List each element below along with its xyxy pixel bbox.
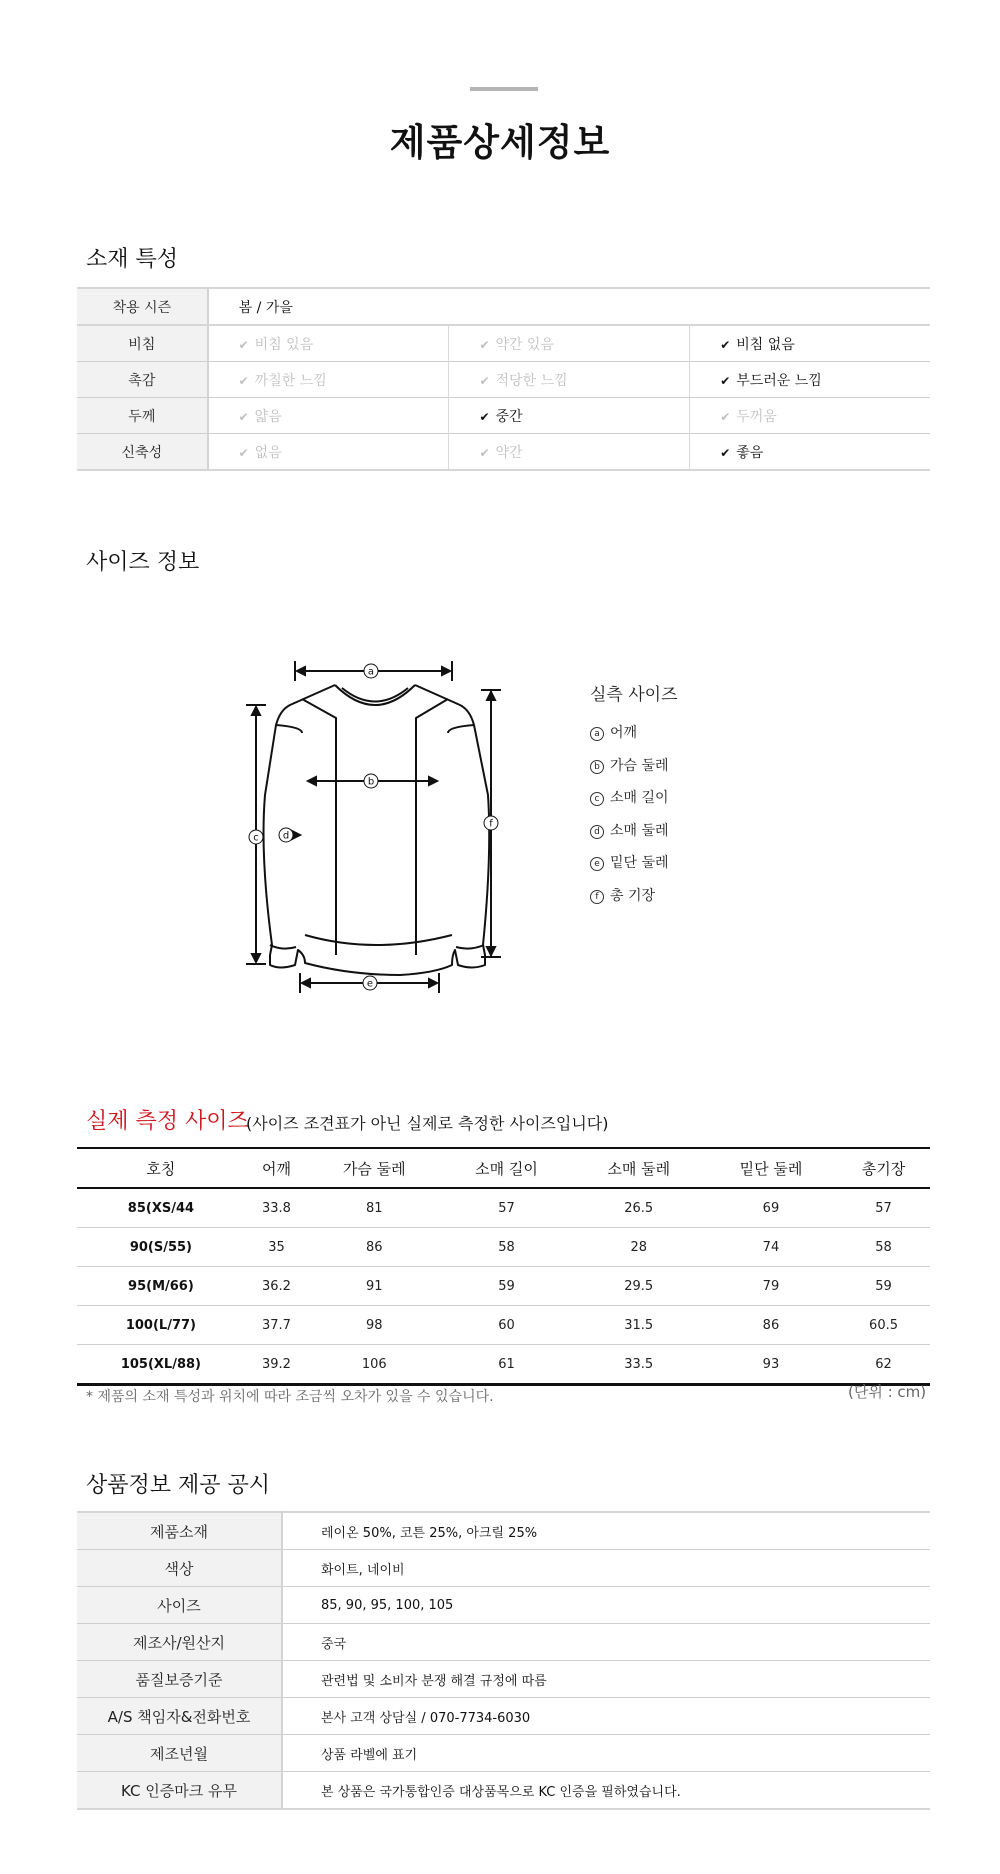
size-column-header: 호칭 xyxy=(77,1148,245,1188)
legend-item xyxy=(590,787,669,807)
info-row xyxy=(77,1698,930,1735)
info-label: 제조사/원산지 xyxy=(77,1624,282,1661)
size-value-cell: 35 xyxy=(245,1228,308,1267)
size-value-cell: 36.2 xyxy=(245,1267,308,1306)
size-label-cell: 90(S/55) xyxy=(77,1228,245,1267)
measure-note: * 제품의 소재 특성과 위치에 따라 조금씩 오차가 있을 수 있습니다. xyxy=(86,1389,494,1405)
size-value-cell: 59 xyxy=(837,1267,930,1306)
size-value-cell: 60 xyxy=(440,1306,572,1345)
material-option-label: 좋음 xyxy=(736,444,764,461)
legend-title: 실측 사이즈 xyxy=(590,685,678,705)
table-row xyxy=(77,1228,930,1267)
legend-item xyxy=(590,755,669,775)
material-option-label: 약간 있음 xyxy=(495,336,554,353)
material-option-label: 없음 xyxy=(254,444,282,461)
svg-text:d: d xyxy=(282,830,290,842)
season-label: 착용 시즌 xyxy=(77,288,208,325)
size-column-header: 총기장 xyxy=(837,1148,930,1188)
size-value-cell: 86 xyxy=(308,1228,440,1267)
material-row xyxy=(77,362,930,398)
info-label: KC 인증마크 유무 xyxy=(77,1772,282,1810)
size-value-cell: 61 xyxy=(440,1345,572,1385)
table-row xyxy=(77,1345,930,1385)
material-row xyxy=(77,434,930,471)
info-label: 품질보증기준 xyxy=(77,1661,282,1698)
sweater-diagram xyxy=(240,655,520,1000)
svg-text:a: a xyxy=(367,666,375,678)
check-icon: ✔ xyxy=(238,373,249,388)
info-label: 사이즈 xyxy=(77,1587,282,1624)
material-row-label: 촉감 xyxy=(77,362,208,398)
size-value-cell: 58 xyxy=(837,1228,930,1267)
legend-label: 밑단 둘레 xyxy=(610,855,669,871)
size-value-cell: 39.2 xyxy=(245,1345,308,1385)
material-option-label: 약간 xyxy=(495,444,523,461)
material-row-label: 두께 xyxy=(77,398,208,434)
measured-size-table xyxy=(77,1147,930,1386)
table-row xyxy=(77,1267,930,1306)
info-row xyxy=(77,1772,930,1810)
title-divider xyxy=(470,87,538,91)
info-label: 색상 xyxy=(77,1550,282,1587)
size-label-cell: 95(M/66) xyxy=(77,1267,245,1306)
svg-text:f: f xyxy=(489,818,493,830)
info-label: A/S 책임자&전화번호 xyxy=(77,1698,282,1735)
legend-label: 총 기장 xyxy=(610,887,656,904)
material-row-label: 비침 xyxy=(77,325,208,362)
page-title: 제품상세정보 xyxy=(389,121,611,164)
size-label-cell: 100(L/77) xyxy=(77,1306,245,1345)
measured-size-subtitle: (사이즈 조견표가 아닌 실제로 측정한 사이즈입니다) xyxy=(246,1114,609,1133)
check-icon: ✔ xyxy=(720,373,731,388)
material-option-label: 두꺼움 xyxy=(736,408,777,425)
size-column-header: 어깨 xyxy=(245,1148,308,1188)
info-value: 중국 xyxy=(282,1624,930,1661)
material-option-label: 까칠한 느낌 xyxy=(254,372,327,389)
material-option xyxy=(449,362,690,398)
svg-text:b: b xyxy=(367,776,375,788)
table-row xyxy=(77,1188,930,1228)
size-column-header: 가슴 둘레 xyxy=(308,1148,440,1188)
size-value-cell: 28 xyxy=(573,1228,705,1267)
legend-marker: f xyxy=(590,890,604,904)
legend-marker: a xyxy=(590,727,604,741)
material-option xyxy=(208,434,449,471)
info-row xyxy=(77,1624,930,1661)
info-row xyxy=(77,1735,930,1772)
info-label: 제품소재 xyxy=(77,1512,282,1550)
legend-item xyxy=(590,722,637,742)
check-icon: ✔ xyxy=(238,445,249,460)
size-value-cell: 86 xyxy=(705,1306,837,1345)
size-value-cell: 33.5 xyxy=(573,1345,705,1385)
size-value-cell: 91 xyxy=(308,1267,440,1306)
material-table xyxy=(77,287,930,471)
legend-marker: b xyxy=(590,760,604,774)
check-icon: ✔ xyxy=(238,337,249,352)
material-option xyxy=(208,362,449,398)
size-value-cell: 81 xyxy=(308,1188,440,1228)
legend-label: 어깨 xyxy=(610,725,638,741)
material-option xyxy=(208,325,449,362)
legend-item xyxy=(590,852,669,872)
legend-marker: e xyxy=(590,857,604,871)
size-value-cell: 79 xyxy=(705,1267,837,1306)
size-info-title: 사이즈 정보 xyxy=(86,550,200,575)
size-value-cell: 31.5 xyxy=(573,1306,705,1345)
info-value: 관련법 및 소비자 분쟁 해결 규정에 따름 xyxy=(282,1661,930,1698)
check-icon: ✔ xyxy=(720,445,731,460)
info-value: 상품 라벨에 표기 xyxy=(282,1735,930,1772)
material-row xyxy=(77,398,930,434)
table-row xyxy=(77,1306,930,1345)
size-value-cell: 98 xyxy=(308,1306,440,1345)
size-value-cell: 26.5 xyxy=(573,1188,705,1228)
season-value: 봄 / 가을 xyxy=(208,288,930,325)
material-option xyxy=(449,325,690,362)
size-column-header: 밑단 둘레 xyxy=(705,1148,837,1188)
size-value-cell: 60.5 xyxy=(837,1306,930,1345)
check-icon: ✔ xyxy=(720,409,731,424)
season-row xyxy=(77,288,930,325)
check-icon: ✔ xyxy=(479,373,490,388)
info-row xyxy=(77,1661,930,1698)
material-option-selected xyxy=(690,325,930,362)
material-section-title: 소재 특성 xyxy=(86,247,179,272)
unit-label: (단위 : cm) xyxy=(848,1383,927,1401)
material-option-label: 비침 없음 xyxy=(736,336,795,353)
size-value-cell: 106 xyxy=(308,1345,440,1385)
legend-label: 가슴 둘레 xyxy=(610,757,669,774)
info-value: 85, 90, 95, 100, 105 xyxy=(282,1587,930,1624)
size-value-cell: 57 xyxy=(837,1188,930,1228)
material-option xyxy=(449,434,690,471)
sweater-outline xyxy=(264,685,490,975)
info-value: 레이온 50%, 코튼 25%, 아크릴 25% xyxy=(282,1512,930,1550)
legend-item xyxy=(590,885,655,905)
material-option xyxy=(690,398,930,434)
measured-size-title: 실제 측정 사이즈 xyxy=(86,1109,249,1134)
legend-marker: d xyxy=(590,825,604,839)
legend-label: 소매 길이 xyxy=(610,790,669,806)
material-option-label: 적당한 느낌 xyxy=(495,372,568,389)
size-value-cell: 57 xyxy=(440,1188,572,1228)
material-row xyxy=(77,325,930,362)
check-icon: ✔ xyxy=(720,337,731,352)
info-value: 본사 고객 상담실 / 070-7734-6030 xyxy=(282,1698,930,1735)
check-icon: ✔ xyxy=(238,409,249,424)
product-info-table xyxy=(77,1511,930,1810)
check-icon: ✔ xyxy=(479,409,490,424)
info-value: 본 상품은 국가통합인증 대상품목으로 KC 인증을 필하였습니다. xyxy=(282,1772,930,1810)
svg-text:c: c xyxy=(253,832,259,844)
info-row xyxy=(77,1512,930,1550)
size-value-cell: 33.8 xyxy=(245,1188,308,1228)
size-label-cell: 85(XS/44 xyxy=(77,1188,245,1228)
size-value-cell: 93 xyxy=(705,1345,837,1385)
size-value-cell: 58 xyxy=(440,1228,572,1267)
check-icon: ✔ xyxy=(479,445,490,460)
material-option-label: 비침 있음 xyxy=(254,336,314,353)
material-option-label: 얇음 xyxy=(254,408,282,425)
info-row xyxy=(77,1587,930,1624)
size-value-cell: 74 xyxy=(705,1228,837,1267)
material-option-label: 중간 xyxy=(495,408,523,425)
size-column-header: 소매 둘레 xyxy=(573,1148,705,1188)
size-value-cell: 69 xyxy=(705,1188,837,1228)
material-option-selected xyxy=(690,434,930,471)
material-option-label: 부드러운 느낌 xyxy=(736,372,822,389)
material-option-selected xyxy=(449,398,690,434)
legend-item xyxy=(590,820,669,840)
info-row xyxy=(77,1550,930,1587)
info-value: 화이트, 네이비 xyxy=(282,1550,930,1587)
size-value-cell: 37.7 xyxy=(245,1306,308,1345)
material-option-selected xyxy=(690,362,930,398)
material-option xyxy=(208,398,449,434)
product-info-title: 상품정보 제공 공시 xyxy=(86,1473,271,1498)
check-icon: ✔ xyxy=(479,337,490,352)
size-value-cell: 62 xyxy=(837,1345,930,1385)
svg-text:e: e xyxy=(366,978,374,990)
material-row-label: 신축성 xyxy=(77,434,208,471)
size-value-cell: 29.5 xyxy=(573,1267,705,1306)
size-value-cell: 59 xyxy=(440,1267,572,1306)
info-label: 제조년월 xyxy=(77,1735,282,1772)
size-column-header: 소매 길이 xyxy=(440,1148,572,1188)
size-label-cell: 105(XL/88) xyxy=(77,1345,245,1385)
legend-label: 소매 둘레 xyxy=(610,822,669,839)
legend-marker: c xyxy=(590,792,604,806)
